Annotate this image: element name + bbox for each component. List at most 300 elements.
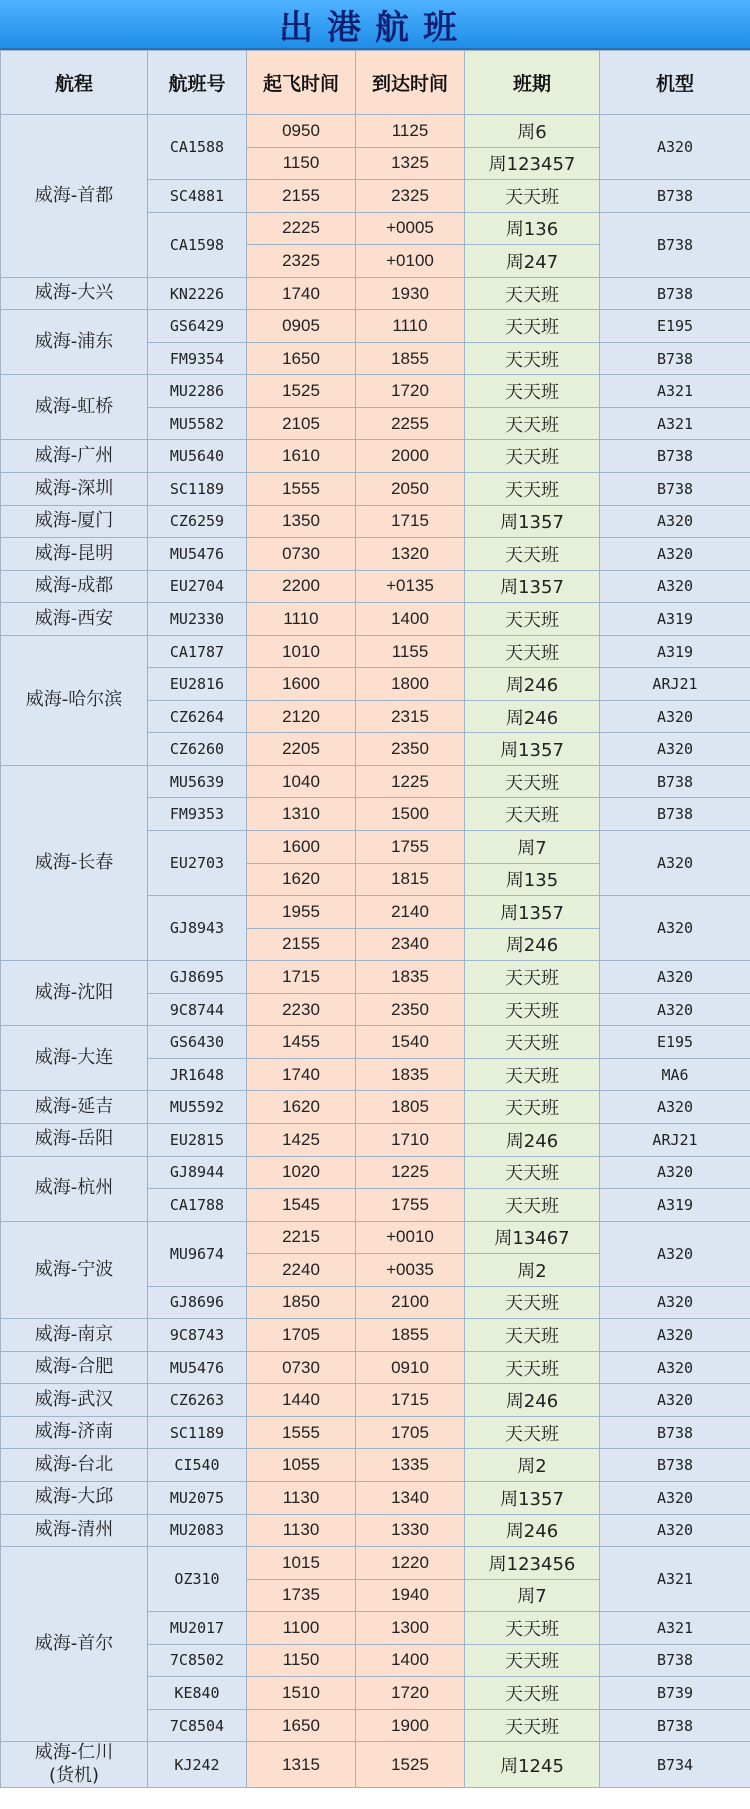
departure-time-cell: 1555 bbox=[247, 1416, 356, 1449]
departure-time-cell: 2205 bbox=[247, 733, 356, 766]
aircraft-cell: A320 bbox=[600, 993, 750, 1026]
departure-time-cell: 0730 bbox=[247, 538, 356, 571]
departure-time-cell: 1600 bbox=[247, 668, 356, 701]
table-row bbox=[1, 375, 750, 408]
route-cell: 威海-仁川 (货机) bbox=[1, 1742, 148, 1788]
aircraft-cell: A320 bbox=[600, 570, 750, 603]
route-cell: 威海-大连 bbox=[1, 1026, 148, 1091]
departure-time-cell: 1455 bbox=[247, 1026, 356, 1059]
route-cell: 威海-济南 bbox=[1, 1416, 148, 1449]
flight-number-cell: MU5592 bbox=[148, 1091, 247, 1124]
departure-time-cell: 1715 bbox=[247, 961, 356, 994]
route-cell: 威海-首尔 bbox=[1, 1547, 148, 1742]
flight-number-cell: JR1648 bbox=[148, 1058, 247, 1091]
arrival-time-cell: 2340 bbox=[356, 928, 465, 961]
table-row bbox=[1, 1384, 750, 1417]
flight-number-cell: MU9674 bbox=[148, 1221, 247, 1286]
departure-time-cell: 1040 bbox=[247, 765, 356, 798]
arrival-time-cell: 1500 bbox=[356, 798, 465, 831]
schedule-cell: 天天班 bbox=[465, 993, 600, 1026]
flight-number-cell: CZ6259 bbox=[148, 505, 247, 538]
aircraft-cell: B738 bbox=[600, 440, 750, 473]
arrival-time-cell: 1340 bbox=[356, 1481, 465, 1514]
aircraft-cell: B738 bbox=[600, 765, 750, 798]
flight-number-cell: GJ8695 bbox=[148, 961, 247, 994]
aircraft-cell: A320 bbox=[600, 1091, 750, 1124]
schedule-cell: 天天班 bbox=[465, 1644, 600, 1677]
departure-time-cell: 2120 bbox=[247, 700, 356, 733]
route-cell: 威海-合肥 bbox=[1, 1351, 148, 1384]
flight-number-cell: CA1788 bbox=[148, 1189, 247, 1222]
schedule-cell: 周246 bbox=[465, 668, 600, 701]
arrival-time-cell: +0035 bbox=[356, 1254, 465, 1287]
arrival-time-cell: 1155 bbox=[356, 635, 465, 668]
route-cell: 威海-深圳 bbox=[1, 473, 148, 506]
flight-number-cell: EU2704 bbox=[148, 570, 247, 603]
route-cell: 威海-沈阳 bbox=[1, 961, 148, 1026]
table-row bbox=[1, 1221, 750, 1254]
aircraft-cell: A320 bbox=[600, 1156, 750, 1189]
schedule-cell: 周246 bbox=[465, 1123, 600, 1156]
departure-time-cell: 1425 bbox=[247, 1123, 356, 1156]
departure-time-cell: 2215 bbox=[247, 1221, 356, 1254]
aircraft-cell: B738 bbox=[600, 277, 750, 310]
arrival-time-cell: 1225 bbox=[356, 1156, 465, 1189]
arrival-time-cell: 1715 bbox=[356, 505, 465, 538]
flight-number-cell: MU5640 bbox=[148, 440, 247, 473]
column-header-flight-number: 航班号 bbox=[148, 51, 247, 115]
schedule-cell: 周123457 bbox=[465, 147, 600, 180]
schedule-cell: 天天班 bbox=[465, 440, 600, 473]
departure-time-cell: 1020 bbox=[247, 1156, 356, 1189]
table-row bbox=[1, 1514, 750, 1547]
departure-time-cell: 1650 bbox=[247, 342, 356, 375]
flight-number-cell: MU2083 bbox=[148, 1514, 247, 1547]
route-cell: 威海-大兴 bbox=[1, 277, 148, 310]
schedule-cell: 天天班 bbox=[465, 1612, 600, 1645]
flight-number-cell: GJ8696 bbox=[148, 1286, 247, 1319]
flight-number-cell: FM9354 bbox=[148, 342, 247, 375]
schedule-cell: 天天班 bbox=[465, 603, 600, 636]
flight-number-cell: OZ310 bbox=[148, 1547, 247, 1612]
route-cell: 威海-延吉 bbox=[1, 1091, 148, 1124]
departure-time-cell: 2105 bbox=[247, 407, 356, 440]
route-cell: 威海-宁波 bbox=[1, 1221, 148, 1319]
departure-time-cell: 1705 bbox=[247, 1319, 356, 1352]
arrival-time-cell: 2255 bbox=[356, 407, 465, 440]
departure-time-cell: 1735 bbox=[247, 1579, 356, 1612]
schedule-cell: 天天班 bbox=[465, 1091, 600, 1124]
schedule-cell: 周247 bbox=[465, 245, 600, 278]
route-cell: 威海-昆明 bbox=[1, 538, 148, 571]
schedule-cell: 天天班 bbox=[465, 277, 600, 310]
flight-number-cell: SC4881 bbox=[148, 180, 247, 213]
flight-number-cell: EU2703 bbox=[148, 831, 247, 896]
arrival-time-cell: 2100 bbox=[356, 1286, 465, 1319]
aircraft-cell: A320 bbox=[600, 733, 750, 766]
schedule-cell: 天天班 bbox=[465, 538, 600, 571]
aircraft-cell: B738 bbox=[600, 1449, 750, 1482]
departure-time-cell: 1440 bbox=[247, 1384, 356, 1417]
schedule-cell: 天天班 bbox=[465, 961, 600, 994]
departure-time-cell: 1510 bbox=[247, 1677, 356, 1710]
schedule-cell: 天天班 bbox=[465, 765, 600, 798]
arrival-time-cell: 1335 bbox=[356, 1449, 465, 1482]
aircraft-cell: E195 bbox=[600, 1026, 750, 1059]
table-row bbox=[1, 1416, 750, 1449]
aircraft-cell: B738 bbox=[600, 342, 750, 375]
column-header-departure-time: 起飞时间 bbox=[247, 51, 356, 115]
arrival-time-cell: 1855 bbox=[356, 1319, 465, 1352]
aircraft-cell: B738 bbox=[600, 473, 750, 506]
departure-time-cell: 1620 bbox=[247, 863, 356, 896]
schedule-cell: 天天班 bbox=[465, 180, 600, 213]
table-header-row bbox=[1, 51, 750, 115]
flight-number-cell: MU2286 bbox=[148, 375, 247, 408]
table-row bbox=[1, 1481, 750, 1514]
page-title: 出港航班 bbox=[0, 0, 750, 50]
arrival-time-cell: 1705 bbox=[356, 1416, 465, 1449]
schedule-cell: 天天班 bbox=[465, 342, 600, 375]
aircraft-cell: A320 bbox=[600, 1481, 750, 1514]
flight-number-cell: EU2815 bbox=[148, 1123, 247, 1156]
departure-time-cell: 1555 bbox=[247, 473, 356, 506]
departure-time-cell: 1350 bbox=[247, 505, 356, 538]
arrival-time-cell: 1715 bbox=[356, 1384, 465, 1417]
schedule-cell: 天天班 bbox=[465, 1319, 600, 1352]
table-body bbox=[1, 115, 750, 1788]
schedule-cell: 周2 bbox=[465, 1254, 600, 1287]
arrival-time-cell: 2050 bbox=[356, 473, 465, 506]
departure-time-cell: 1525 bbox=[247, 375, 356, 408]
arrival-time-cell: 1400 bbox=[356, 603, 465, 636]
schedule-cell: 天天班 bbox=[465, 1189, 600, 1222]
route-cell: 威海-首都 bbox=[1, 115, 148, 278]
table-row bbox=[1, 1449, 750, 1482]
aircraft-cell: A320 bbox=[600, 700, 750, 733]
arrival-time-cell: 1720 bbox=[356, 1677, 465, 1710]
route-cell: 威海-武汉 bbox=[1, 1384, 148, 1417]
flight-number-cell: CA1598 bbox=[148, 212, 247, 277]
flight-number-cell: GS6429 bbox=[148, 310, 247, 343]
arrival-time-cell: 2140 bbox=[356, 896, 465, 929]
aircraft-cell: A321 bbox=[600, 375, 750, 408]
route-cell: 威海-浦东 bbox=[1, 310, 148, 375]
schedule-cell: 天天班 bbox=[465, 1286, 600, 1319]
schedule-cell: 天天班 bbox=[465, 635, 600, 668]
route-cell: 威海-岳阳 bbox=[1, 1123, 148, 1156]
schedule-cell: 天天班 bbox=[465, 1709, 600, 1742]
aircraft-cell: A320 bbox=[600, 831, 750, 896]
table-row bbox=[1, 1156, 750, 1189]
arrival-time-cell: 1900 bbox=[356, 1709, 465, 1742]
departure-time-cell: 2240 bbox=[247, 1254, 356, 1287]
schedule-cell: 天天班 bbox=[465, 1677, 600, 1710]
table-row bbox=[1, 115, 750, 148]
table-row bbox=[1, 1547, 750, 1580]
arrival-time-cell: 2325 bbox=[356, 180, 465, 213]
aircraft-cell: B738 bbox=[600, 1709, 750, 1742]
schedule-cell: 周246 bbox=[465, 928, 600, 961]
aircraft-cell: A320 bbox=[600, 1319, 750, 1352]
schedule-cell: 周1357 bbox=[465, 733, 600, 766]
aircraft-cell: ARJ21 bbox=[600, 1123, 750, 1156]
departure-time-cell: 1055 bbox=[247, 1449, 356, 1482]
flight-number-cell: 9C8743 bbox=[148, 1319, 247, 1352]
departure-time-cell: 1650 bbox=[247, 1709, 356, 1742]
arrival-time-cell: 1110 bbox=[356, 310, 465, 343]
arrival-time-cell: 1835 bbox=[356, 961, 465, 994]
table-row bbox=[1, 961, 750, 994]
arrival-time-cell: 1755 bbox=[356, 1189, 465, 1222]
column-header-aircraft: 机型 bbox=[600, 51, 750, 115]
schedule-cell: 周1357 bbox=[465, 1481, 600, 1514]
table-row bbox=[1, 1742, 750, 1788]
schedule-cell: 天天班 bbox=[465, 1026, 600, 1059]
aircraft-cell: B739 bbox=[600, 1677, 750, 1710]
departure-time-cell: 0905 bbox=[247, 310, 356, 343]
flight-number-cell: SC1189 bbox=[148, 473, 247, 506]
aircraft-cell: A321 bbox=[600, 407, 750, 440]
table-row bbox=[1, 310, 750, 343]
schedule-cell: 周135 bbox=[465, 863, 600, 896]
arrival-time-cell: 1540 bbox=[356, 1026, 465, 1059]
aircraft-cell: A320 bbox=[600, 505, 750, 538]
aircraft-cell: A320 bbox=[600, 1384, 750, 1417]
departure-time-cell: 2325 bbox=[247, 245, 356, 278]
route-cell: 威海-西安 bbox=[1, 603, 148, 636]
flight-number-cell: KE840 bbox=[148, 1677, 247, 1710]
table-row bbox=[1, 1351, 750, 1384]
departure-time-cell: 2200 bbox=[247, 570, 356, 603]
aircraft-cell: B738 bbox=[600, 1644, 750, 1677]
flight-number-cell: GJ8943 bbox=[148, 896, 247, 961]
departure-time-cell: 2225 bbox=[247, 212, 356, 245]
departure-time-cell: 1740 bbox=[247, 1058, 356, 1091]
arrival-time-cell: 1400 bbox=[356, 1644, 465, 1677]
table-row bbox=[1, 538, 750, 571]
departure-time-cell: 1850 bbox=[247, 1286, 356, 1319]
route-cell: 威海-虹桥 bbox=[1, 375, 148, 440]
flight-number-cell: MU5582 bbox=[148, 407, 247, 440]
table-row bbox=[1, 473, 750, 506]
flight-number-cell: MU2017 bbox=[148, 1612, 247, 1645]
arrival-time-cell: 1855 bbox=[356, 342, 465, 375]
aircraft-cell: A320 bbox=[600, 961, 750, 994]
aircraft-cell: B734 bbox=[600, 1742, 750, 1788]
arrival-time-cell: 1325 bbox=[356, 147, 465, 180]
arrival-time-cell: 1225 bbox=[356, 765, 465, 798]
schedule-cell: 周246 bbox=[465, 1514, 600, 1547]
arrival-time-cell: 1815 bbox=[356, 863, 465, 896]
aircraft-cell: A320 bbox=[600, 1514, 750, 1547]
departure-time-cell: 2230 bbox=[247, 993, 356, 1026]
schedule-cell: 周123456 bbox=[465, 1547, 600, 1580]
table-row bbox=[1, 277, 750, 310]
arrival-time-cell: +0135 bbox=[356, 570, 465, 603]
table-row bbox=[1, 440, 750, 473]
route-cell: 威海-厦门 bbox=[1, 505, 148, 538]
schedule-cell: 周246 bbox=[465, 1384, 600, 1417]
table-row bbox=[1, 1026, 750, 1059]
flight-number-cell: EU2816 bbox=[148, 668, 247, 701]
schedule-cell: 天天班 bbox=[465, 310, 600, 343]
table-row bbox=[1, 1123, 750, 1156]
departure-time-cell: 1310 bbox=[247, 798, 356, 831]
departure-time-cell: 1130 bbox=[247, 1481, 356, 1514]
arrival-time-cell: 2000 bbox=[356, 440, 465, 473]
route-cell: 威海-大邱 bbox=[1, 1481, 148, 1514]
flight-number-cell: MU2075 bbox=[148, 1481, 247, 1514]
arrival-time-cell: 1525 bbox=[356, 1742, 465, 1788]
aircraft-cell: A319 bbox=[600, 1189, 750, 1222]
departure-time-cell: 1315 bbox=[247, 1742, 356, 1788]
departure-time-cell: 2155 bbox=[247, 928, 356, 961]
aircraft-cell: A320 bbox=[600, 1351, 750, 1384]
aircraft-cell: A320 bbox=[600, 538, 750, 571]
flight-number-cell: CA1787 bbox=[148, 635, 247, 668]
arrival-time-cell: 2315 bbox=[356, 700, 465, 733]
column-header-schedule: 班期 bbox=[465, 51, 600, 115]
aircraft-cell: B738 bbox=[600, 798, 750, 831]
departure-time-cell: 1010 bbox=[247, 635, 356, 668]
flight-number-cell: CZ6263 bbox=[148, 1384, 247, 1417]
table-row bbox=[1, 505, 750, 538]
aircraft-cell: A321 bbox=[600, 1547, 750, 1612]
arrival-time-cell: 1300 bbox=[356, 1612, 465, 1645]
departure-time-cell: 1150 bbox=[247, 1644, 356, 1677]
column-header-arrival-time: 到达时间 bbox=[356, 51, 465, 115]
table-row bbox=[1, 570, 750, 603]
arrival-time-cell: 1320 bbox=[356, 538, 465, 571]
aircraft-cell: E195 bbox=[600, 310, 750, 343]
flight-number-cell: 7C8502 bbox=[148, 1644, 247, 1677]
aircraft-cell: A319 bbox=[600, 635, 750, 668]
aircraft-cell: B738 bbox=[600, 212, 750, 277]
schedule-cell: 周246 bbox=[465, 700, 600, 733]
schedule-cell: 周7 bbox=[465, 1579, 600, 1612]
arrival-time-cell: +0100 bbox=[356, 245, 465, 278]
flight-number-cell: GS6430 bbox=[148, 1026, 247, 1059]
arrival-time-cell: 0910 bbox=[356, 1351, 465, 1384]
arrival-time-cell: 1330 bbox=[356, 1514, 465, 1547]
arrival-time-cell: +0010 bbox=[356, 1221, 465, 1254]
column-header-route: 航程 bbox=[1, 51, 148, 115]
departure-time-cell: 1015 bbox=[247, 1547, 356, 1580]
route-cell: 威海-南京 bbox=[1, 1319, 148, 1352]
schedule-cell: 天天班 bbox=[465, 1416, 600, 1449]
arrival-time-cell: 1710 bbox=[356, 1123, 465, 1156]
schedule-cell: 周1357 bbox=[465, 896, 600, 929]
departure-time-cell: 1110 bbox=[247, 603, 356, 636]
departure-time-cell: 0950 bbox=[247, 115, 356, 148]
departure-time-cell: 0730 bbox=[247, 1351, 356, 1384]
schedule-cell: 周1357 bbox=[465, 570, 600, 603]
schedule-cell: 周6 bbox=[465, 115, 600, 148]
arrival-time-cell: 2350 bbox=[356, 733, 465, 766]
aircraft-cell: A320 bbox=[600, 1221, 750, 1286]
arrival-time-cell: 1930 bbox=[356, 277, 465, 310]
route-cell: 威海-杭州 bbox=[1, 1156, 148, 1221]
table-row bbox=[1, 765, 750, 798]
aircraft-cell: A320 bbox=[600, 1286, 750, 1319]
flight-number-cell: MU5476 bbox=[148, 1351, 247, 1384]
route-cell: 威海-成都 bbox=[1, 570, 148, 603]
table-row bbox=[1, 635, 750, 668]
arrival-time-cell: 1940 bbox=[356, 1579, 465, 1612]
aircraft-cell: A321 bbox=[600, 1612, 750, 1645]
arrival-time-cell: 2350 bbox=[356, 993, 465, 1026]
aircraft-cell: B738 bbox=[600, 180, 750, 213]
departure-time-cell: 1545 bbox=[247, 1189, 356, 1222]
schedule-cell: 天天班 bbox=[465, 1351, 600, 1384]
arrival-time-cell: 1125 bbox=[356, 115, 465, 148]
arrival-time-cell: 1220 bbox=[356, 1547, 465, 1580]
route-cell: 威海-长春 bbox=[1, 765, 148, 960]
departure-time-cell: 1600 bbox=[247, 831, 356, 864]
schedule-cell: 天天班 bbox=[465, 407, 600, 440]
flight-number-cell: FM9353 bbox=[148, 798, 247, 831]
schedule-cell: 周2 bbox=[465, 1449, 600, 1482]
aircraft-cell: A320 bbox=[600, 115, 750, 180]
flight-number-cell: KN2226 bbox=[148, 277, 247, 310]
schedule-cell: 天天班 bbox=[465, 375, 600, 408]
route-cell: 威海-广州 bbox=[1, 440, 148, 473]
schedule-cell: 周13467 bbox=[465, 1221, 600, 1254]
flight-number-cell: CZ6260 bbox=[148, 733, 247, 766]
schedule-cell: 天天班 bbox=[465, 1156, 600, 1189]
arrival-time-cell: 1800 bbox=[356, 668, 465, 701]
aircraft-cell: A320 bbox=[600, 896, 750, 961]
schedule-cell: 天天班 bbox=[465, 798, 600, 831]
departure-time-cell: 1150 bbox=[247, 147, 356, 180]
aircraft-cell: MA6 bbox=[600, 1058, 750, 1091]
departure-time-cell: 1955 bbox=[247, 896, 356, 929]
flight-number-cell: 7C8504 bbox=[148, 1709, 247, 1742]
arrival-time-cell: +0005 bbox=[356, 212, 465, 245]
flight-number-cell: CI540 bbox=[148, 1449, 247, 1482]
table-row bbox=[1, 1319, 750, 1352]
route-cell: 威海-哈尔滨 bbox=[1, 635, 148, 765]
flight-number-cell: KJ242 bbox=[148, 1742, 247, 1788]
schedule-cell: 天天班 bbox=[465, 1058, 600, 1091]
table-row bbox=[1, 603, 750, 636]
flight-number-cell: MU2330 bbox=[148, 603, 247, 636]
schedule-cell: 周1245 bbox=[465, 1742, 600, 1788]
flight-number-cell: GJ8944 bbox=[148, 1156, 247, 1189]
route-cell: 威海-清州 bbox=[1, 1514, 148, 1547]
schedule-cell: 周7 bbox=[465, 831, 600, 864]
aircraft-cell: B738 bbox=[600, 1416, 750, 1449]
departure-time-cell: 1100 bbox=[247, 1612, 356, 1645]
departure-time-cell: 1740 bbox=[247, 277, 356, 310]
arrival-time-cell: 1805 bbox=[356, 1091, 465, 1124]
departure-time-cell: 1610 bbox=[247, 440, 356, 473]
flight-number-cell: SC1189 bbox=[148, 1416, 247, 1449]
schedule-cell: 周1357 bbox=[465, 505, 600, 538]
route-cell: 威海-台北 bbox=[1, 1449, 148, 1482]
schedule-cell: 天天班 bbox=[465, 473, 600, 506]
departure-time-cell: 1130 bbox=[247, 1514, 356, 1547]
aircraft-cell: ARJ21 bbox=[600, 668, 750, 701]
departure-time-cell: 1620 bbox=[247, 1091, 356, 1124]
flight-number-cell: MU5639 bbox=[148, 765, 247, 798]
schedule-cell: 周136 bbox=[465, 212, 600, 245]
arrival-time-cell: 1835 bbox=[356, 1058, 465, 1091]
arrival-time-cell: 1720 bbox=[356, 375, 465, 408]
departure-flights-table bbox=[0, 50, 750, 1788]
departure-time-cell: 2155 bbox=[247, 180, 356, 213]
